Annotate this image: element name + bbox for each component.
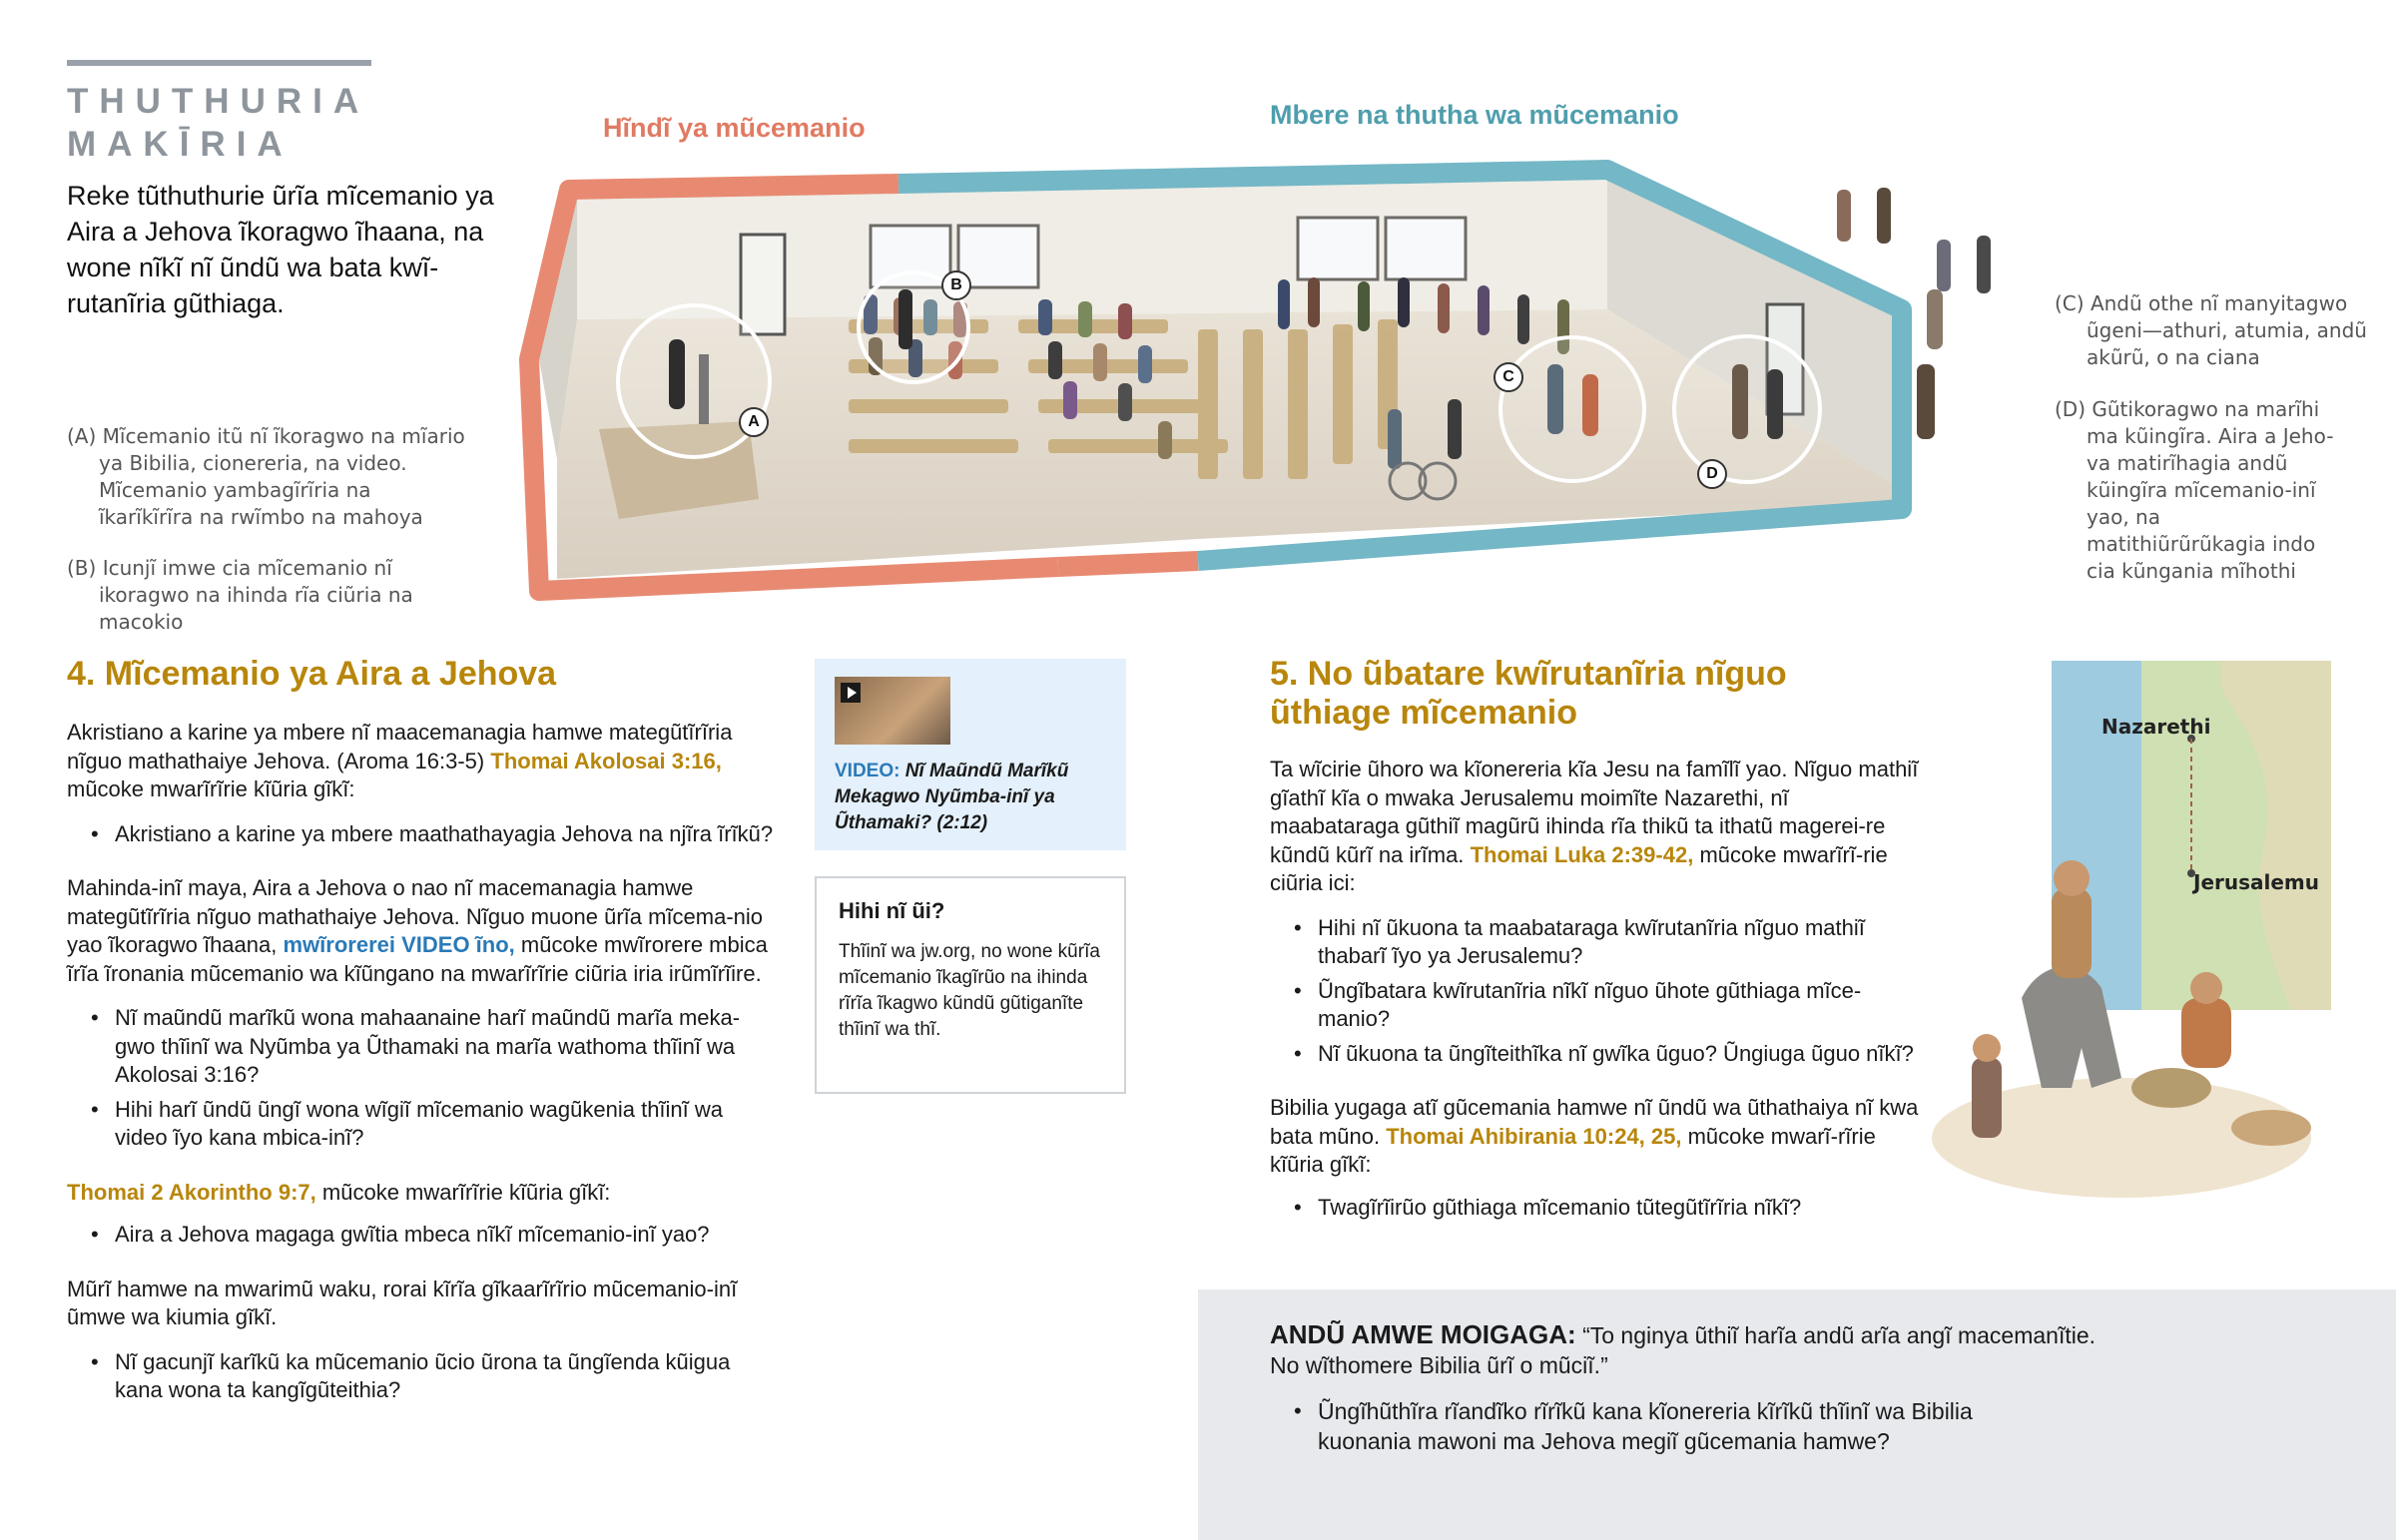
others-say-quote-line-2: No wĩthomere Bibilia ũrĩ o mũciĩ.” bbox=[1270, 1352, 1608, 1378]
s4-bullet-5: • Nĩ gacunjĩ karĩkũ ka mũcemanio ũcio ũrona ta ũngĩenda kũigua kana wona ta kangĩgũteithia? bbox=[67, 1348, 776, 1405]
note-c bbox=[2055, 290, 2374, 371]
others-say-quote bbox=[1270, 1319, 2328, 1380]
section-5-title-line-2: ũthiage mĩcemanio bbox=[1270, 694, 1577, 732]
note-a-text: Mĩcemanio itũ nĩ ĩkoragwo na mĩario ya Bibilia, cionereria, na video. Mĩcemanio yambagĩrĩria na ĩkarĩkĩrĩra na rwĩmbo na mahoya bbox=[99, 424, 465, 529]
note-b-prefix: (B) bbox=[67, 556, 97, 580]
note-b-text: Icunjĩ imwe cia mĩcemanio nĩ ikoragwo na ihinda rĩa ciũria na macokio bbox=[99, 556, 413, 634]
marker-d: D bbox=[1697, 459, 1727, 489]
marker-c: C bbox=[1494, 362, 1523, 392]
s5-p1-after: mũcoke mwarĩrĩ-rie ciũria ici: bbox=[1270, 841, 1888, 895]
section-4-paragraph-3 bbox=[67, 1179, 776, 1208]
s4-bullet-3: • Hihi harĩ ũndũ ũngĩ wona wĩgiĩ mĩcemanio wagũkenia thĩinĩ wa video ĩyo kana mbica-inĩ? bbox=[67, 1096, 776, 1153]
s5-p2-scripture-link[interactable]: Thomai Ahibirania 10:24, 25, bbox=[1386, 1123, 1682, 1149]
others-say-label: ANDŨ AMWE MOIGAGA: bbox=[1270, 1319, 1576, 1349]
marker-b: B bbox=[941, 270, 971, 300]
kicker-line-2: MAKĪRIA bbox=[67, 125, 294, 164]
note-b bbox=[67, 555, 466, 636]
s5-p2-text: Bibilia yugaga atĩ gũcemania hamwe nĩ ũndũ wa ũthathaiya nĩ kwa bata mũno. bbox=[1270, 1095, 1919, 1149]
s4-bullet-1: • Akristiano a karine ya mbere maathathayagia Jehova na njĩra ĩrĩkũ? bbox=[67, 820, 776, 849]
s4-paragraph-4: Mũrĩ hamwe na mwarimũ waku, rorai kĩrĩa gĩkaarĩrĩrio mũcemanio-inĩ ũmwe wa kiumia gĩkĩ. bbox=[67, 1276, 738, 1329]
s5-bullet-4: • Twagĩrĩirũo gũthiaga mĩcemanio tũtegũtĩrĩria nĩkĩ? bbox=[1270, 1194, 1919, 1223]
did-you-know-text: Thĩinĩ wa jw.org, no wone kũrĩa mĩcemanio ĩkagĩrũo na ihinda rĩrĩa ĩkagwo kũndũ gũtiganĩte thĩinĩ wa thĩ. bbox=[839, 941, 1100, 1040]
section-5-title bbox=[1270, 655, 1869, 733]
video-title[interactable]: Nĩ Maũndũ Marĩkũ Mekagwo Nyũmba-inĩ ya Ũthamaki? (2:12) bbox=[835, 761, 1069, 833]
journey-illustration bbox=[1922, 659, 2376, 1228]
note-d bbox=[2055, 396, 2344, 585]
s5-bullet-1: • Hihi nĩ ũkuona ta maabataraga kwĩrutanĩria nĩguo mathiĩ thabarĩ ĩyo ya Jerusalemu? bbox=[1270, 914, 1919, 971]
kicker-heading bbox=[67, 80, 369, 166]
section-5-body bbox=[1270, 756, 1919, 1222]
intro-paragraph: Reke tũthuthurie ũrĩa mĩcemanio ya Aira a Jehova ĩkoragwo ĩhaana, na wone nĩkĩ nĩ ũndũ wa bata kwĩ-rutanĩria gũthiaga. bbox=[67, 181, 494, 318]
s5-bullet-3: • Nĩ ũkuona ta ũngĩteithĩka nĩ gwĩka ũguo? Ũngiuga ũguo nĩkĩ? bbox=[1270, 1040, 1919, 1069]
note-c-text: Andũ othe nĩ manyitagwo ũgeni—athuri, atumia, andũ akũrũ, o na ciana bbox=[2087, 291, 2367, 369]
s5-p1-text: Ta wĩcirie ũhoro wa kĩonereria kĩa Jesu na famĩlĩ yao. Nĩguo mathiĩ gĩathĩ kĩa o mwaka Jerusalemu moimĩte Nazarethi, nĩ maabataraga gũthiĩ magũrũ ihinda rĩa thikũ ta ithatũ magerei-re kũndũ kũrĩ na irĩma. bbox=[1270, 757, 1919, 867]
did-you-know-box bbox=[815, 876, 1126, 1094]
s4-p2-text: Mahinda-inĩ maya, Aira a Jehova o nao nĩ macemanagia hamwe mategũtĩrĩria nĩguo mathathaiye Jehova. Nĩguo muone ũrĩa mĩcema-nio yao ĩkoragwo ĩhaana, bbox=[67, 875, 764, 957]
others-say-quote-line-1: “To nginya ũthiĩ harĩa andũ arĩa angĩ macemanĩtie. bbox=[1582, 1322, 2096, 1348]
s4-bullet-2: • Nĩ maũndũ marĩkũ wona mahaanaine harĩ maũndũ marĩa meka-gwo thĩinĩ wa Nyũmba ya Ũthamaki na marĩa wathoma thĩinĩ wa Akolosai 3:16? bbox=[67, 1004, 776, 1090]
video-thumbnail[interactable] bbox=[835, 677, 950, 745]
section-5-paragraph-1 bbox=[1270, 756, 1919, 898]
marker-a: A bbox=[739, 407, 769, 437]
map-label-nazareth: Nazarethi bbox=[2101, 715, 2211, 739]
section-4-title: 4. Mĩcemanio ya Aira a Jehova bbox=[67, 655, 557, 693]
note-d-text: Gũtikoragwo na marĩhi ma kũingĩra. Aira a Jeho-va matirĩhagia andũ kũingĩra mĩcemanio-inĩ yao, na matithiũrũrũkagia indo cia kũngania mĩhothi bbox=[2087, 397, 2334, 583]
section-4-paragraph-2 bbox=[67, 874, 776, 988]
s4-p1-text: Akristiano a karine ya mbere nĩ maacemanagia hamwe mategũtĩrĩria nĩguo mathathaiye Jehova. (Aroma 16:3-5) bbox=[67, 720, 733, 773]
note-c-prefix: (C) bbox=[2055, 291, 2085, 315]
s4-bullet-4: • Aira a Jehova magaga gwĩtia mbeca nĩkĩ mĩcemanio-inĩ yao? bbox=[67, 1221, 776, 1250]
section-4-paragraph-1 bbox=[67, 719, 776, 804]
s5-p2-after: mũcoke mwarĩ-rĩrie kĩũria gĩkĩ: bbox=[1270, 1123, 1876, 1177]
s4-p3-scripture-link[interactable]: Thomai 2 Akorintho 9:7, bbox=[67, 1179, 316, 1205]
video-label: VIDEO: bbox=[835, 761, 900, 781]
note-a bbox=[67, 423, 466, 531]
header-rule bbox=[67, 60, 371, 66]
s5-p1-scripture-link[interactable]: Thomai Luka 2:39-42, bbox=[1470, 841, 1694, 867]
s4-p1-scripture-link[interactable]: Thomai Akolosai 3:16, bbox=[490, 748, 722, 773]
s4-video-link[interactable]: mwĩrorerei VIDEO ĩno, bbox=[283, 932, 515, 957]
play-icon[interactable] bbox=[841, 683, 861, 703]
video-caption bbox=[835, 759, 1114, 836]
note-a-prefix: (A) bbox=[67, 424, 97, 448]
kingdom-hall-illustration bbox=[519, 160, 2037, 609]
s5-bullet-2: • Ũngĩbatara kwĩrutanĩria nĩkĩ nĩguo ũhote gũthiaga mĩce-manio? bbox=[1270, 977, 1919, 1034]
others-say-content bbox=[1270, 1319, 2328, 1456]
did-you-know-title: Hihi nĩ ũi? bbox=[839, 898, 945, 923]
s4-p1-after: mũcoke mwarĩrĩrie kĩũria gĩkĩ: bbox=[67, 776, 355, 801]
s4-p3-after: mũcoke mwarĩrĩrie kĩũria gĩkĩ: bbox=[321, 1179, 611, 1205]
s4-p2-after: mũcoke mwĩrorere mbica ĩrĩa ĩronania mũcemanio wa kĩũngano na mwarĩrĩrie ciũria iria irũmĩrĩire. bbox=[67, 932, 768, 986]
map-label-jerusalem: Jerusalemu bbox=[2193, 870, 2320, 894]
label-before-after-meeting: Mbere na thutha wa mũcemanio bbox=[1270, 100, 1679, 130]
others-say-bullet: • Ũngĩhũthĩra rĩandĩko rĩrĩkũ kana kĩonereria kĩrĩkũ thĩinĩ wa Bibilia kuonania mawoni ma Jehova megiĩ gũcemania hamwe? bbox=[1270, 1396, 2017, 1456]
section-5-paragraph-2 bbox=[1270, 1094, 1919, 1180]
video-box[interactable] bbox=[815, 659, 1126, 850]
section-4-body bbox=[67, 719, 776, 1405]
label-during-meeting: Hĩndĩ ya mũcemanio bbox=[603, 113, 866, 143]
section-5-title-line-1: 5. No ũbatare kwĩrutanĩria nĩguo bbox=[1270, 655, 1787, 693]
kicker-line-1: THUTHURIA bbox=[67, 82, 370, 121]
note-d-prefix: (D) bbox=[2055, 397, 2087, 421]
